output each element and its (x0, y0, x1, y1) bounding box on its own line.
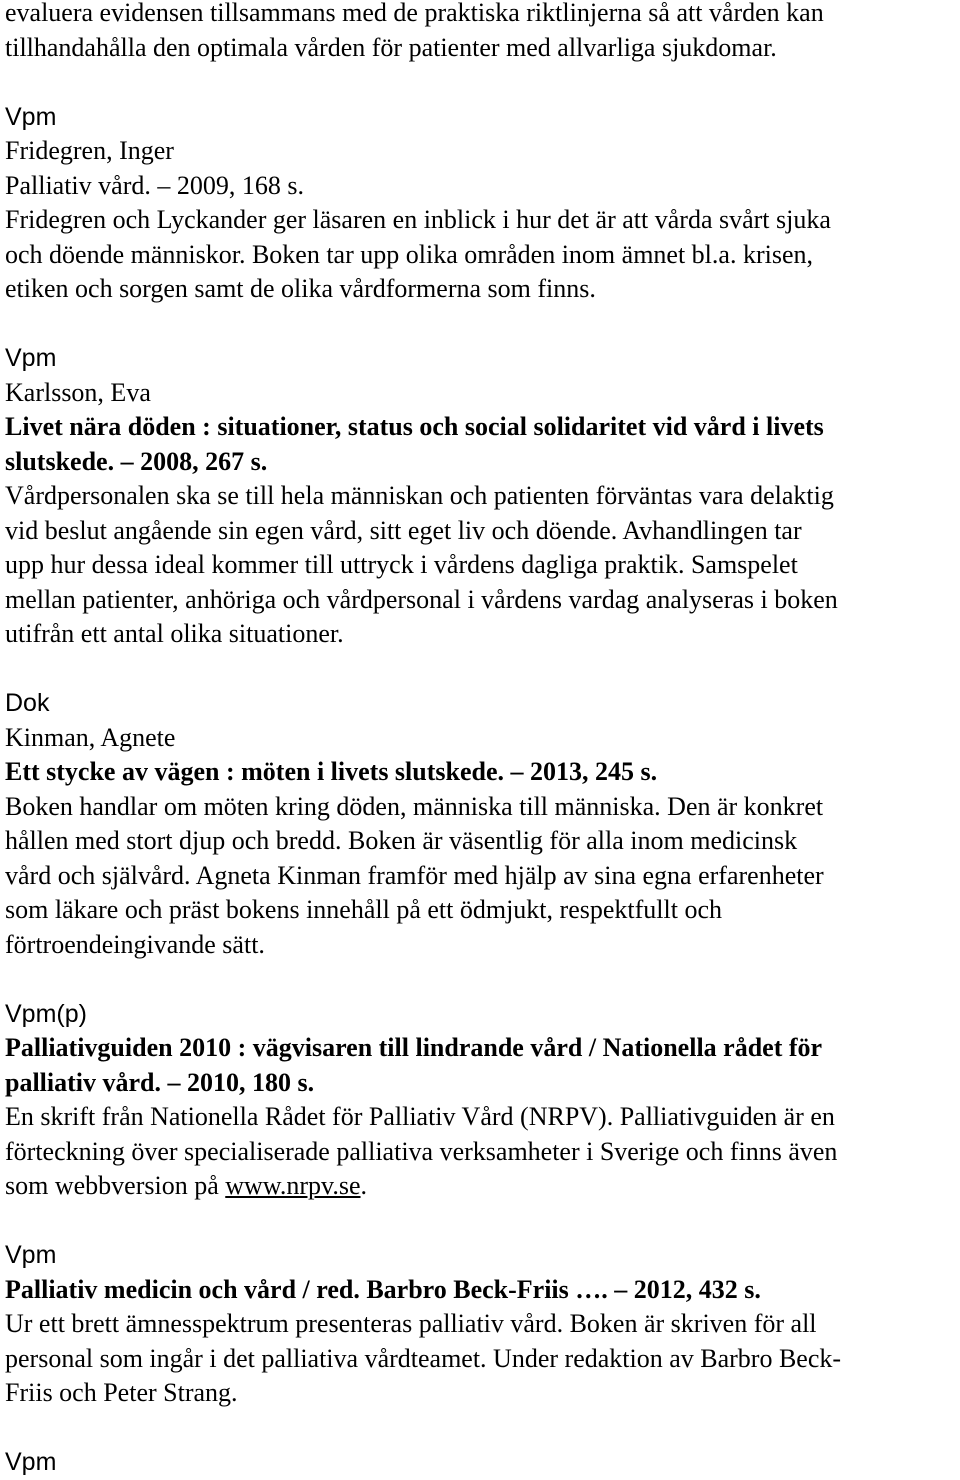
book-title: Palliativguiden 2010 : vägvisaren till lindrande vård / Nationella rådet för (5, 1033, 823, 1062)
summary-line: etiken och sorgen samt de olika vårdformerna som finns. (5, 274, 596, 303)
summary-line: tillhandahålla den optimala vården för patienter med allvarliga sjukdomar. (5, 32, 777, 62)
summary-text: . (360, 1171, 368, 1200)
summary-line: Fridegren och Lyckander ger läsaren en inblick i hur det är att vårda svårt sjuka (5, 205, 831, 234)
summary-line: evaluera evidensen tillsammans med de praktiska riktlinjerna så att vården kan (5, 0, 824, 27)
book-title: Ett stycke av vägen : möten i livets slutskede. – 2013, 245 s. (5, 757, 658, 786)
book-title: Palliativ vård. – 2009, 168 s. (5, 170, 304, 200)
summary-line: Vårdpersonalen ska se till hela människan och patienten förväntas vara delaktig (5, 481, 834, 510)
summary-line: utifrån ett antal olika situationer. (5, 619, 344, 648)
book-title: palliativ vård. – 2010, 180 s. (5, 1067, 315, 1097)
summary-line: förtroendeingivande sätt. (5, 929, 265, 959)
summary-line: och döende människor. Boken tar upp olika områden inom ämnet bl.a. krisen, (5, 239, 813, 269)
book-entry (5, 1238, 955, 1411)
summary-line: som läkare och präst bokens innehåll på ett ödmjukt, respektfullt och (5, 895, 722, 924)
website-link[interactable]: www.nrpv.se (225, 1171, 361, 1200)
summary-line: En skrift från Nationella Rådet för Palliativ Vård (NRPV). Palliativguiden är en (5, 1102, 835, 1131)
book-author: Fridegren, Inger (5, 136, 174, 165)
shelf-category: Vpm(p) (5, 999, 87, 1028)
shelf-category: Vpm (5, 102, 57, 131)
book-entry (5, 341, 955, 652)
summary-line: Friis och Peter Strang. (5, 1378, 238, 1407)
summary-line: upp hur dessa ideal kommer till uttryck i vårdens dagliga praktik. Samspelet (5, 550, 798, 579)
summary-line: personal som ingår i det palliativa vårdteamet. Under redaktion av Barbro Beck- (5, 1343, 842, 1373)
summary-line: vid beslut angående sin egen vård, sitt eget liv och döende. Avhandlingen tar (5, 515, 802, 545)
summary-line: Boken handlar om möten kring döden, människa till människa. Den är konkret (5, 791, 824, 821)
summary-text: som webbversion på (5, 1171, 226, 1200)
shelf-category: Vpm (5, 1448, 57, 1476)
book-entry (5, 100, 955, 307)
book-title: Livet nära döden : situationer, status och social solidaritet vid vård i livets (5, 412, 824, 441)
summary-line: Ur ett brett ämnesspektrum presenteras palliativ vård. Boken är skriven för all (5, 1309, 817, 1338)
summary-line-with-link (5, 1169, 955, 1204)
summary-line: vård och självård. Agneta Kinman framför med hjälp av sina egna erfarenheter (5, 860, 824, 890)
summary-line: mellan patienter, anhöriga och vårdpersonal i vårdens vardag analyseras i boken (5, 584, 838, 614)
book-entry (5, 1445, 955, 1480)
entry-continuation (5, 0, 955, 65)
shelf-category: Vpm (5, 1241, 57, 1269)
book-entry (5, 997, 955, 1204)
book-title: slutskede. – 2008, 267 s. (5, 446, 268, 476)
shelf-category: Dok (5, 689, 50, 717)
shelf-category: Vpm (5, 344, 57, 372)
book-title: Palliativ medicin och vård / red. Barbro Beck-Friis …. – 2012, 432 s. (5, 1274, 761, 1304)
book-entry (5, 686, 955, 962)
summary-line: hållen med stort djup och bredd. Boken är väsentlig för alla inom medicinsk (5, 826, 798, 855)
book-author: Kinman, Agnete (5, 722, 176, 752)
document-page (5, 0, 955, 1480)
book-author: Karlsson, Eva (5, 377, 151, 407)
summary-line: förteckning över specialiserade palliativa verksamheter i Sverige och finns även (5, 1136, 838, 1166)
